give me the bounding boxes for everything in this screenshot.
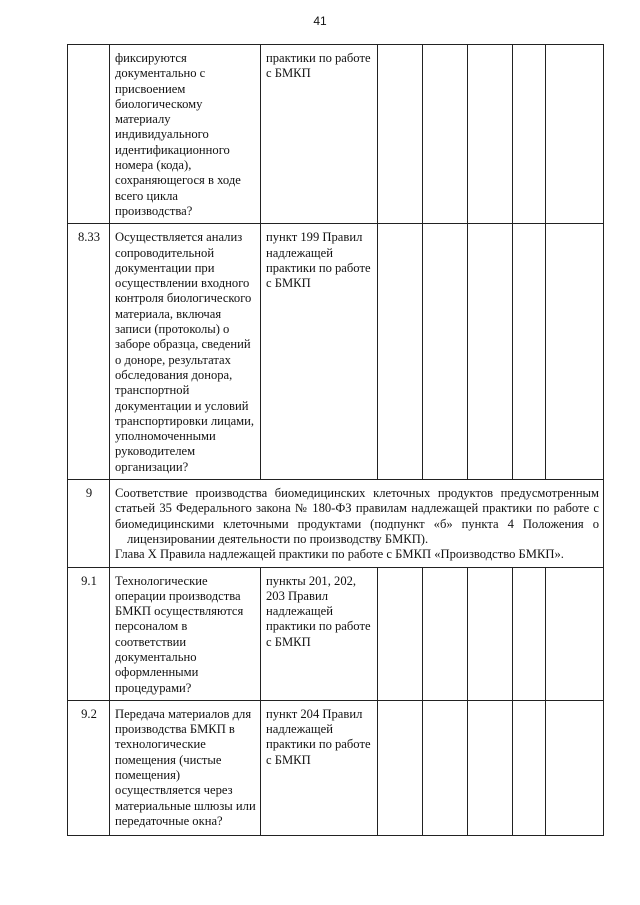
row-question: Технологические операции производства БМКП осуществляются персоналом в соответствии документально оформленными процедурами? (110, 567, 261, 700)
row-number: 9.1 (68, 567, 110, 700)
section-line: Глава X Правила надлежащей практики по работе с БМКП «Производство БМКП». (115, 547, 564, 562)
row-reference: пункт 204 Правил надлежащей практики по работе с БМКП (261, 700, 378, 835)
answer-extra-cell (513, 700, 546, 835)
answer-na-cell (468, 224, 513, 480)
section-number: 9 (68, 480, 110, 567)
section-title (110, 480, 604, 567)
comment-cell (546, 700, 604, 835)
row-number (68, 45, 110, 224)
section-line: лицензировании деятельности по производству БМКП). (127, 531, 429, 546)
row-number: 8.33 (68, 224, 110, 480)
comment-cell (546, 224, 604, 480)
answer-extra-cell (513, 224, 546, 480)
row-question: Осуществляется анализ сопроводительной документации при осуществлении входного контроля биологического материала, включая записи (протоколы) о заборе образца, сведений о доноре, результатах обследования донора, транспортной документации и условий транспортировки лицами, уполномоченными руководителем организации? (110, 224, 261, 480)
answer-no-cell (423, 45, 468, 224)
table-row (68, 700, 604, 835)
answer-yes-cell (378, 700, 423, 835)
row-reference: пункт 199 Правил надлежащей практики по работе с БМКП (261, 224, 378, 480)
row-question: фиксируются документально с присвоением биологическому материалу индивидуального идентификационного номера (кода), сохраняющегося в ходе всего цикла производства? (110, 45, 261, 224)
row-reference: практики по работе с БМКП (261, 45, 378, 224)
row-number: 9.2 (68, 700, 110, 835)
section-line: статьей 35 Федерального закона № 180-ФЗ правилам надлежащей практики по работе с (115, 501, 599, 516)
answer-extra-cell (513, 567, 546, 700)
section-line: Соответствие производства биомедицинских клеточных продуктов предусмотренным (115, 486, 599, 501)
checklist-table (67, 44, 604, 836)
answer-yes-cell (378, 224, 423, 480)
answer-na-cell (468, 567, 513, 700)
answer-yes-cell (378, 45, 423, 224)
answer-yes-cell (378, 567, 423, 700)
table-row (68, 224, 604, 480)
answer-no-cell (423, 700, 468, 835)
table-row (68, 567, 604, 700)
answer-extra-cell (513, 45, 546, 224)
row-question: Передача материалов для производства БМКП в технологические помещения (чистые помещения) осуществляется через материальные шлюзы или передаточные окна? (110, 700, 261, 835)
answer-na-cell (468, 700, 513, 835)
row-reference: пункты 201, 202, 203 Правил надлежащей практики по работе с БМКП (261, 567, 378, 700)
answer-no-cell (423, 224, 468, 480)
comment-cell (546, 567, 604, 700)
page-number: 41 (313, 14, 327, 28)
section-line: биомедицинскими клеточными продуктами (подпункт «б» пункта 4 Положения о (115, 516, 599, 531)
table-row (68, 45, 604, 224)
section-row (68, 480, 604, 567)
comment-cell (546, 45, 604, 224)
answer-na-cell (468, 45, 513, 224)
answer-no-cell (423, 567, 468, 700)
